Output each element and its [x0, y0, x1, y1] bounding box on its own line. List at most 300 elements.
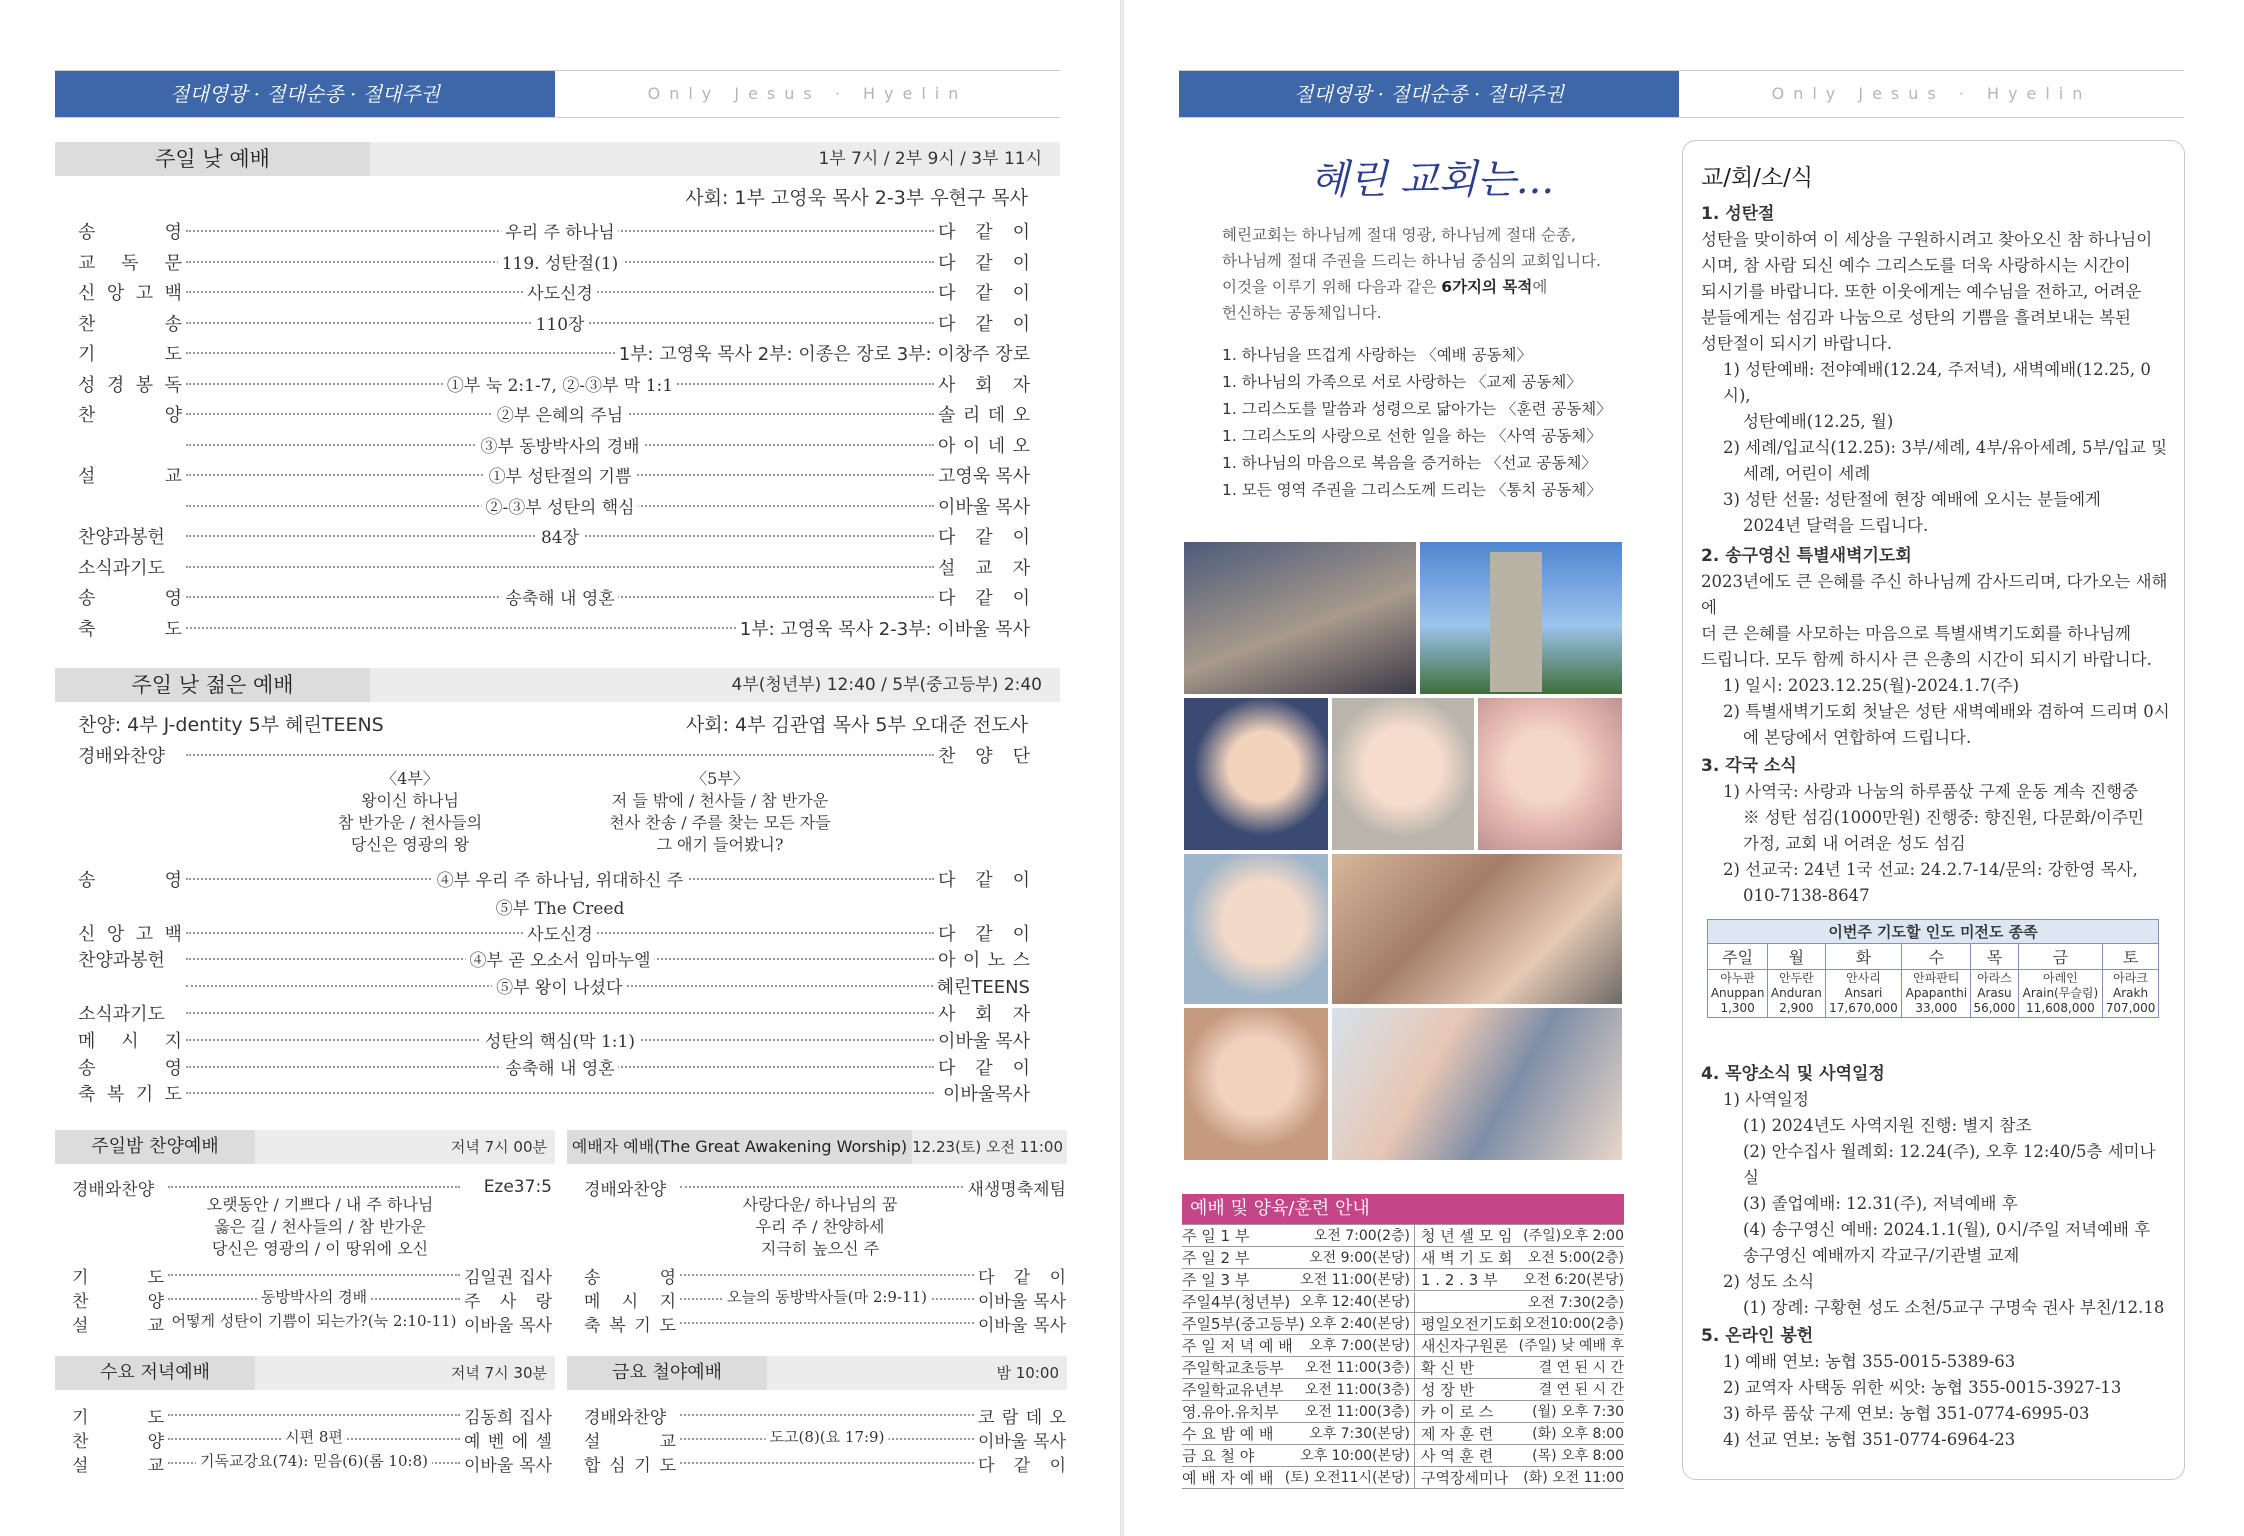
- news-section-2: [1701, 543, 2170, 751]
- news-line: (1) 장례: 구황현 성도 소천/5교구 구명숙 권사 부친/12.18: [1743, 1298, 2165, 1317]
- leader-dots: [168, 1288, 460, 1306]
- news-line: 3) 성탄 선물: 성탄절에 현장 예배에 오시는 분들에게: [1723, 490, 2101, 509]
- guide-row: [1182, 1467, 1624, 1489]
- row-label: 설 교: [72, 1455, 164, 1476]
- row-leader: 솔 리 데 오: [938, 405, 1030, 426]
- news-line: 2) 세례/입교식(12.25): 3부/세례, 4부/유아세례, 5부/입교 및: [1723, 438, 2168, 457]
- news-line: 성탄절이 되시기 바랍니다.: [1701, 334, 1893, 353]
- row-leader: 다 같 이: [938, 283, 1030, 304]
- row-label: 경배와찬양: [78, 746, 165, 767]
- row-leader: 아 이 노 스: [938, 950, 1030, 972]
- leader-dots: [680, 1186, 963, 1188]
- news-line: 2023년에도 큰 은혜를 주신 하나님께 감사드리며, 다가오는 새해에: [1701, 572, 2168, 617]
- row-leader: 주 사 랑: [464, 1291, 552, 1312]
- news-line: 시며, 참 사람 되신 예수 그리스도를 더욱 사랑하시는 시간이: [1701, 256, 2131, 275]
- guide-program: 제 자 훈 련: [1421, 1425, 1494, 1443]
- song-line: 우리 주 / 찬양하세: [755, 1217, 885, 1236]
- row-leader: 다 같 이: [938, 252, 1030, 274]
- news-line: 1) 성탄예배: 전야예배(12.24, 주저녁), 새벽예배(12.25, 0시),: [1723, 360, 2151, 405]
- row-label: 축 도: [78, 618, 182, 640]
- row-content: 우리 주 하나님: [501, 218, 618, 243]
- order-row: [78, 1080, 1030, 1106]
- song-line: 저 들 밖에 / 천사들 / 참 반가운: [611, 791, 829, 810]
- sunday-night-title: 주일밤 찬양예배: [55, 1130, 255, 1164]
- news-line: 드립니다. 모두 함께 하시사 큰 은총의 시간이 되시기 바랍니다.: [1701, 650, 2152, 669]
- row-leader: 김동희 집사: [464, 1407, 552, 1428]
- guide-schedule: 결 연 된 시 간: [1538, 1360, 1624, 1376]
- leader-dots: [186, 871, 934, 891]
- guide-schedule: (주일) 낮 예배 후: [1518, 1338, 1624, 1354]
- news-line: 4) 선교 연보: 농협 351-0774-6964-23: [1723, 1430, 2016, 1449]
- order-row: [78, 340, 1030, 366]
- order-row: [584, 1450, 1066, 1476]
- order-row: [78, 946, 1030, 972]
- tribe-info: 707,000: [2105, 1001, 2156, 1015]
- intro-line: 이것을 이루기 위해 다음과 같은: [1222, 278, 1437, 296]
- row-label: 신 앙 고 백: [78, 283, 182, 304]
- row-label: 찬 양: [72, 1291, 164, 1312]
- news-line: 1) 일시: 2023.12.25(월)-2024.1.7(주): [1723, 676, 2020, 695]
- young-songs-4: [320, 768, 500, 856]
- order-row: [584, 1402, 1066, 1428]
- page-header: [1179, 70, 2184, 118]
- intro-paragraph: [1222, 222, 1642, 326]
- guide-program: 성 장 반: [1421, 1381, 1475, 1399]
- news-line: 2) 교역자 사택동 위한 씨앗: 농협 355-0015-3927-13: [1723, 1378, 2122, 1397]
- wednesday-title: 수요 저녁예배: [55, 1356, 255, 1390]
- row-label: 송 영: [78, 222, 182, 243]
- row-label: 기 도: [78, 344, 182, 365]
- guide-service: 수 요 밤 예 배: [1182, 1425, 1274, 1443]
- leader-dots: [186, 223, 934, 243]
- leader-dots: [168, 1274, 460, 1276]
- tribe-info: Arain(무슬림): [2022, 986, 2099, 1000]
- leader-dots: [680, 1288, 974, 1306]
- song-line: 옳은 길 / 천사들의 / 참 반가운: [214, 1217, 426, 1236]
- row-leader: 이바울 목사: [978, 1315, 1066, 1336]
- row-leader: 다 같 이: [978, 1267, 1066, 1288]
- guide-service: 주 일 1 부: [1182, 1227, 1250, 1245]
- news-line: 010-7138-8647: [1743, 886, 1870, 905]
- leader-dots: [168, 1414, 460, 1416]
- row-leader: 다 같 이: [938, 313, 1030, 335]
- row-label: 기 도: [72, 1267, 164, 1288]
- order-row: [78, 1000, 1030, 1026]
- row-label: 경배와찬양: [584, 1407, 667, 1428]
- row-content: ①부 눅 2:1-7, ②-③부 막 1:1: [443, 371, 677, 396]
- guide-service: 주 일 3 부: [1182, 1271, 1250, 1289]
- news-line: 1) 사역국: 사랑과 나눔의 하루품삯 구제 운동 계속 진행중: [1723, 782, 2139, 801]
- news-line: 가정, 교회 내 어려운 성도 섬김: [1743, 834, 1966, 853]
- sunday-service-times: 1부 7시 / 2부 9시 / 3부 11시: [818, 149, 1042, 169]
- mission-tribe: [2103, 970, 2159, 1018]
- leader-dots: [186, 352, 615, 354]
- song-line: 참 반가운 / 천사들의: [337, 813, 483, 832]
- friday-times: 밤 10:00: [996, 1364, 1059, 1382]
- guide-service: 금 요 철 야: [1182, 1447, 1255, 1465]
- row-leader: 이바울 목사: [938, 1030, 1030, 1052]
- tribe-info: 17,670,000: [1829, 1001, 1898, 1015]
- row-content: 성탄의 핵심(막 1:1): [481, 1027, 639, 1052]
- guide-schedule: 오전 5:00(2층): [1527, 1250, 1624, 1266]
- guide-program: 사 역 훈 련: [1421, 1447, 1494, 1465]
- worshiper-title: 예배자 예배(The Great Awakening Worship): [567, 1130, 912, 1164]
- song-line: 그 애기 들어봤니?: [656, 835, 784, 854]
- goal-item: 1. 모든 영역 주권을 그리스도께 드리는 〈통치 공동체〉: [1222, 481, 1602, 499]
- order-row: [78, 893, 1030, 919]
- leader-dots: [186, 1012, 934, 1014]
- order-row: [78, 523, 1030, 549]
- news-line: 분들에게는 섬김과 나눔으로 성탄의 기쁨을 흘려보내는 복된: [1701, 308, 2131, 327]
- leader-dots: [186, 1058, 934, 1079]
- order-row: [78, 493, 1030, 519]
- intro-bold: 6가지의 목적: [1441, 278, 1533, 296]
- mission-day: 주일: [1708, 944, 1768, 970]
- order-row: [78, 866, 1030, 892]
- order-row: [78, 1027, 1030, 1053]
- row-leader: 이바울 목사: [978, 1291, 1066, 1312]
- sunday-night-bar: [55, 1130, 555, 1164]
- leader-dots: [186, 284, 934, 304]
- mission-day: 수: [1902, 944, 1971, 970]
- row-content: ②-③부 성탄의 핵심: [481, 493, 638, 518]
- young-service-times: 4부(청년부) 12:40 / 5부(중고등부) 2:40: [731, 675, 1042, 695]
- leader-dots: [186, 754, 934, 756]
- row-label: 경배와찬양: [584, 1179, 667, 1200]
- guide-service: 주일5부(중고등부): [1182, 1315, 1305, 1333]
- row-leader: 찬 양 단: [938, 746, 1030, 767]
- news-line: 송구영신 예배까지 각교구/기관별 교제: [1743, 1246, 2020, 1265]
- guide-row: [1182, 1225, 1624, 1247]
- row-content: 동방박사의 경배: [257, 1286, 371, 1307]
- guide-table: [1182, 1224, 1624, 1489]
- row-content: 오늘의 동방박사들(마 2:9-11): [723, 1286, 931, 1307]
- news-heading: 2. 송구영신 특별새벽기도회: [1701, 546, 1912, 566]
- sunday-service-host: 사회: 1부 고영욱 목사 2-3부 우현구 목사: [685, 187, 1028, 209]
- order-row: [72, 1310, 552, 1336]
- order-row: [78, 973, 1030, 999]
- mission-tribe: [1902, 970, 1971, 1018]
- leader-dots: [186, 978, 933, 999]
- row-content: ②부 은혜의 주님: [493, 401, 627, 426]
- friday-title: 금요 철야예배: [567, 1356, 767, 1390]
- service-guide: [1182, 1194, 1624, 1489]
- row-leader: 다 같 이: [938, 870, 1030, 891]
- row-label: 신 앙 고 백: [78, 923, 182, 945]
- row-content: 기독교강요(74): 믿음(6)(롬 10:8): [196, 1450, 432, 1471]
- order-row: [72, 1402, 552, 1428]
- row-content: ①부 성탄절의 기쁨: [485, 462, 636, 487]
- leader-dots: [186, 253, 934, 274]
- young-service-choir: 찬양: 4부 J-dentity 5부 혜린TEENS: [78, 714, 384, 736]
- tribe-info: 1,300: [1720, 1001, 1755, 1015]
- left-page: [0, 0, 1120, 1536]
- guide-service: 주 일 저 녁 예 배: [1182, 1337, 1293, 1355]
- song-line: 오랫동안 / 기쁘다 / 내 주 하나님: [206, 1195, 434, 1214]
- order-row: [72, 1286, 552, 1312]
- row-label: 설 교: [78, 466, 182, 487]
- mission-tribe: [1768, 970, 1825, 1018]
- tribe-info: Arakh: [2113, 986, 2149, 1000]
- worshiper-times: 12.23(토) 오전 11:00: [912, 1138, 1063, 1156]
- order-row: [78, 249, 1030, 275]
- worshiper-songs: [680, 1194, 960, 1260]
- tagline: Only Jesus · Hyelin: [647, 84, 968, 103]
- guide-schedule: 오전10:00(2층): [1523, 1316, 1624, 1332]
- tribe-info: Anduran: [1770, 986, 1822, 1000]
- leader-dots: [186, 566, 934, 568]
- row-content: ④부 곧 오소서 임마누엘: [465, 946, 654, 971]
- guide-schedule: 오전 6:20(본당): [1523, 1272, 1624, 1288]
- leader-dots: [168, 1312, 460, 1330]
- row-leader: 이바울 목사: [978, 1431, 1066, 1452]
- guide-schedule: (화) 오후 8:00: [1532, 1426, 1624, 1442]
- church-building-photo: [1420, 542, 1622, 694]
- news-line: 2) 성도 소식: [1723, 1272, 1815, 1291]
- guide-program: 새신자구원론: [1421, 1337, 1508, 1355]
- news-line: 에 본당에서 연합하여 드립니다.: [1743, 728, 1972, 747]
- order-row: [78, 371, 1030, 397]
- row-leader: 다 같 이: [978, 1455, 1066, 1476]
- guide-program: 새 벽 기 도 회: [1421, 1249, 1513, 1267]
- tribe-info: 11,608,000: [2026, 1001, 2095, 1015]
- guide-schedule: 결 연 된 시 간: [1538, 1382, 1624, 1398]
- child-photo-5: [1184, 1008, 1328, 1160]
- child-photo-2: [1332, 698, 1474, 850]
- child-photo-3: [1478, 698, 1622, 850]
- guide-schedule: (화) 오전 11:00: [1523, 1470, 1624, 1486]
- row-label: 찬양과봉헌: [78, 527, 165, 548]
- mission-day: 금: [2018, 944, 2102, 970]
- news-line: (2) 안수집사 월례회: 12.24(주), 오후 12:40/5층 세미나실: [1743, 1142, 2156, 1187]
- news-heading: 3. 각국 소식: [1701, 756, 1797, 776]
- leader-dots: [680, 1462, 974, 1464]
- young-service-host: 사회: 4부 김관엽 목사 5부 오대준 전도사: [685, 714, 1028, 736]
- order-row: [78, 1054, 1030, 1080]
- leader-dots: [186, 924, 934, 945]
- row-content: ③부 동방박사의 경배: [476, 432, 643, 457]
- song-line: 천사 찬송 / 주를 찾는 모든 자들: [609, 813, 831, 832]
- row-label: 축 복 기 도: [584, 1315, 676, 1336]
- wednesday-bar: [55, 1356, 555, 1390]
- children-crowd-photo: [1332, 1008, 1622, 1160]
- order-row: [78, 401, 1030, 427]
- row-content: ④부 우리 주 하나님, 위대하신 주: [433, 866, 688, 891]
- guide-program: 카 이 로 스: [1421, 1403, 1494, 1421]
- row-leader: 설 교 자: [938, 557, 1030, 579]
- song-line: 지극히 높으신 주: [760, 1239, 880, 1258]
- goal-item: 1. 그리스도의 사랑으로 선한 일을 하는 〈사역 공동체〉: [1222, 427, 1602, 445]
- goal-item: 1. 그리스도를 말씀과 성령으로 닮아가는 〈훈련 공동체〉: [1222, 400, 1612, 418]
- row-label: 축 복 기 도: [78, 1084, 182, 1106]
- row-leader: 혜린TEENS: [936, 977, 1030, 999]
- row-label: 찬 송: [78, 313, 182, 335]
- row-content: 사도신경: [523, 920, 597, 945]
- guide-service: 주일학교유년부: [1182, 1381, 1284, 1399]
- mission-day: 목: [1971, 944, 2018, 970]
- goal-item: 1. 하나님의 가족으로 서로 사랑하는 〈교제 공동체〉: [1222, 373, 1582, 391]
- row-label: 합 심 기 도: [584, 1455, 676, 1476]
- wednesday-times: 저녁 7시 30분: [450, 1364, 547, 1382]
- mission-tribe: [1825, 970, 1902, 1018]
- news-line: 1) 사역일정: [1723, 1090, 1809, 1109]
- row-leader: 다 같 이: [938, 923, 1030, 945]
- leader-dots: [186, 951, 934, 972]
- order-row: [72, 1426, 552, 1452]
- mission-caption: 이번주 기도할 인도 미전도 종족: [1708, 920, 2159, 944]
- row-leader: 김일권 집사: [464, 1267, 552, 1288]
- leader-dots: [186, 497, 934, 518]
- leader-dots: [680, 1274, 974, 1276]
- song-line: 당신은 영광의 / 이 땅위에 오신: [211, 1239, 429, 1258]
- news-line: (3) 졸업예배: 12.31(주), 저녁예배 후: [1743, 1194, 2018, 1213]
- order-row: [78, 310, 1030, 336]
- news-line: 성탄을 맞이하여 이 세상을 구원하시려고 찾아오신 참 하나님이: [1701, 230, 2153, 249]
- row-label: 송 영: [78, 870, 182, 891]
- row-leader: 1부: 고영욱 목사 2-3부: 이바울 목사: [739, 618, 1030, 640]
- news-line: 1) 예배 연보: 농협 355-0015-5389-63: [1723, 1352, 2016, 1371]
- leader-dots: [168, 1186, 460, 1188]
- young-service-title: 주일 낮 젊은 예배: [55, 668, 370, 702]
- guide-row: [1182, 1313, 1624, 1335]
- news-line: 2) 선교국: 24년 1국 선교: 24.2.7-14/문의: 강한영 목사,: [1723, 860, 2138, 879]
- row-content: 송축해 내 영혼: [501, 584, 618, 609]
- row-leader: Eze37:5: [483, 1177, 552, 1197]
- order-row: [584, 1262, 1066, 1288]
- news-section-1: [1701, 201, 2170, 539]
- intro-title: 혜린 교회는...: [1310, 157, 1555, 203]
- news-line: 2024년 달력을 드립니다.: [1743, 516, 1929, 535]
- row-label: 송 영: [78, 588, 182, 609]
- guide-row: [1182, 1247, 1624, 1269]
- row-leader: 다 같 이: [938, 222, 1030, 243]
- leader-dots: [186, 1092, 934, 1094]
- order-row: [78, 554, 1030, 580]
- row-content: 110장: [532, 310, 589, 335]
- night-songs: [150, 1194, 490, 1260]
- motto-banner: 절대영광 · 절대순종 · 절대주권: [1179, 71, 1679, 117]
- guide-program: 청 년 셀 모 임: [1421, 1227, 1513, 1245]
- row-label: 메 시 지: [584, 1291, 676, 1312]
- tribe-info: 33,000: [1915, 1001, 1958, 1015]
- order-row: [78, 279, 1030, 305]
- tribe-info: 2,900: [1779, 1001, 1814, 1015]
- guide-time: 오전 11:00(3층): [1304, 1382, 1410, 1398]
- child-photo-1: [1184, 698, 1328, 850]
- news-line: 성탄예배(12.25, 월): [1743, 412, 1894, 431]
- tribe-info: Arasu: [1977, 986, 2012, 1000]
- guide-row: [1182, 1401, 1624, 1423]
- news-line: ※ 성탄 섬김(1000만원) 진행중: 향진원, 다문화/이주민: [1743, 808, 2144, 827]
- order-row: [584, 1310, 1066, 1336]
- news-heading: 1. 성탄절: [1701, 204, 1775, 224]
- goal-item: 1. 하나님을 뜨겁게 사랑하는 〈예배 공동체〉: [1222, 346, 1532, 364]
- child-photo-4: [1184, 854, 1328, 1004]
- row-leader: 코 람 데 오: [978, 1407, 1066, 1428]
- row-leader: 다 같 이: [938, 527, 1030, 548]
- motto-banner: 절대영광 · 절대순종 · 절대주권: [55, 71, 555, 117]
- tribe-info: 안두란: [1779, 971, 1814, 985]
- songs5-heading: 〈5부〉: [691, 769, 749, 788]
- news-line: 3) 하루 품삯 구제 연보: 농협 351-0774-6995-03: [1723, 1404, 2090, 1423]
- leader-dots: [168, 1428, 460, 1446]
- leader-dots: [186, 436, 934, 457]
- row-label: 소식과기도: [78, 1004, 165, 1025]
- order-row: [584, 1286, 1066, 1312]
- mission-table: [1707, 919, 2159, 1018]
- row-label: 성 경 봉 독: [78, 374, 182, 396]
- leader-dots: [680, 1428, 974, 1446]
- row-leader: 고영욱 목사: [938, 466, 1030, 487]
- leader-dots: [186, 375, 934, 396]
- row-leader: 1부: 고영욱 목사 2부: 이종은 장로 3부: 이창주 장로: [618, 344, 1030, 365]
- news-line: 되시기를 바랍니다. 또한 이웃에게는 예수님을 전하고, 어려운: [1701, 282, 2142, 301]
- news-heading: 5. 온라인 봉헌: [1701, 1326, 1814, 1346]
- order-row: [78, 218, 1030, 244]
- row-label: 송 영: [78, 1057, 182, 1079]
- guide-time: 오전 9:00(본당): [1309, 1250, 1410, 1266]
- guide-row: [1182, 1269, 1624, 1291]
- guide-service: 예 배 자 예 배: [1182, 1469, 1274, 1487]
- young-service-bar: [55, 668, 1060, 702]
- mission-day: 화: [1825, 944, 1902, 970]
- guide-title: 예배 및 양육/훈련 안내: [1182, 1194, 1624, 1224]
- row-leader: 다 같 이: [938, 588, 1030, 609]
- leader-dots: [186, 1031, 934, 1052]
- guide-program: 평일오전기도회: [1421, 1315, 1523, 1333]
- song-line: 당신은 영광의 왕: [350, 835, 470, 854]
- guide-time: 오후 12:40(본당): [1300, 1294, 1410, 1310]
- guide-schedule: (목) 오후 8:00: [1532, 1448, 1624, 1464]
- song-line: 사랑다운/ 하나님의 꿈: [742, 1195, 898, 1214]
- guide-program: 1 . 2 . 3 부: [1421, 1271, 1498, 1289]
- sunday-service-bar: [55, 142, 1060, 176]
- guide-time: 오후 10:00(본당): [1300, 1448, 1410, 1464]
- guide-time: 오전 7:00(2층): [1313, 1228, 1410, 1244]
- worship-hall-photo: [1184, 542, 1416, 694]
- tribe-info: Apapanthi: [1905, 986, 1968, 1000]
- order-row: [78, 462, 1030, 488]
- guide-row: [1182, 1335, 1624, 1357]
- guide-time: 오전 11:00(본당): [1300, 1272, 1410, 1288]
- row-leader: 사 회 자: [938, 374, 1030, 396]
- tribe-info: Anuppan: [1710, 986, 1765, 1000]
- tribe-info: 아레인: [2043, 971, 2078, 985]
- row-label: 기 도: [72, 1407, 164, 1428]
- leader-dots: [186, 406, 934, 426]
- row-content: 송축해 내 영혼: [501, 1054, 618, 1079]
- row-content: 시편 8편: [281, 1426, 347, 1447]
- guide-time: (토) 오전11시(본당): [1284, 1470, 1410, 1486]
- guide-service: 영.유아.유치부: [1182, 1403, 1279, 1421]
- row-content: 도고(8)(요 17:9): [766, 1426, 889, 1447]
- tagline: Only Jesus · Hyelin: [1771, 84, 2092, 103]
- guide-row: [1182, 1423, 1624, 1445]
- news-line: 더 큰 은혜를 사모하는 마음으로 특별새벽기도회를 하나님께: [1701, 624, 2131, 643]
- guide-service: 주일4부(청년부): [1182, 1293, 1291, 1311]
- friday-bar: [567, 1356, 1067, 1390]
- row-leader: 이바울 목사: [464, 1315, 552, 1336]
- mission-day: 토: [2103, 944, 2159, 970]
- row-label: 송 영: [584, 1267, 676, 1288]
- goal-item: 1. 하나님의 마음으로 복음을 증거하는 〈선교 공동체〉: [1222, 454, 1597, 472]
- news-heading: 4. 목양소식 및 사역일정: [1701, 1064, 1885, 1084]
- tribe-info: 56,000: [1973, 1001, 2016, 1015]
- guide-schedule: (주일)오후 2:00: [1523, 1228, 1624, 1244]
- row-leader: 아 이 네 오: [938, 435, 1030, 457]
- order-row: [78, 920, 1030, 946]
- mission-tribe: [1971, 970, 2018, 1018]
